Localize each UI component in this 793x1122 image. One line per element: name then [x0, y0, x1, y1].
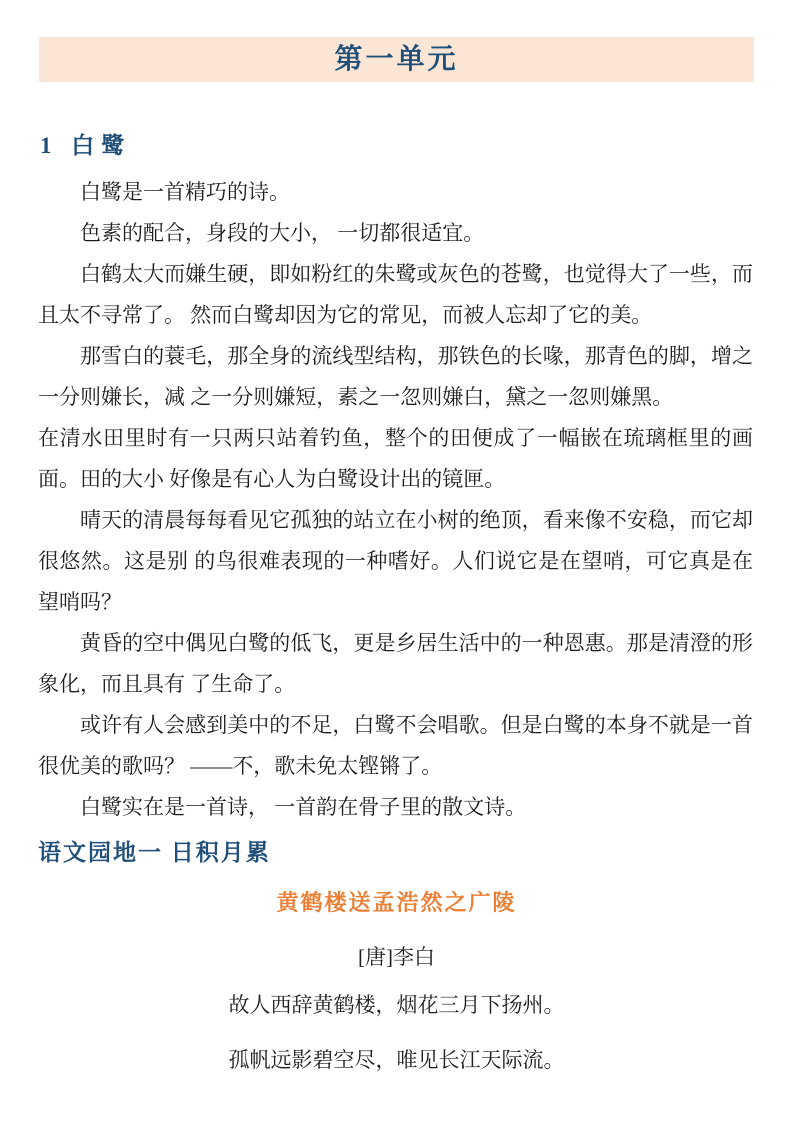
lesson-paragraph: 白鹭是一首精巧的诗。 — [80, 179, 290, 204]
lesson-paragraph: 晴天的清晨每每看见它孤独的站立在小树的绝顶，看来像不安稳，而它却很悠然。这是别 的鸟很难表现的一种嗜好。人们说它是在望哨，可它真是在望哨吗？ — [38, 507, 753, 614]
lesson-paragraphs — [38, 172, 753, 828]
lesson-paragraph: 那雪白的蓑毛，那全身的流线型结构，那铁色的长喙，那青色的脚，增之一分则嫌长，减 之一分则嫌短，素之一忽则嫌白，黛之一忽则嫌黑。 — [38, 343, 753, 409]
lesson-heading: 1 白鹭 — [40, 133, 132, 158]
lesson-paragraph: 黄昏的空中偶见白鹭的低飞，更是乡居生活中的一种恩惠。那是清澄的形象化，而且具有 了生命了。 — [38, 630, 753, 696]
unit-banner — [39, 37, 754, 82]
lesson-paragraph: 白鹤太大而嫌生硬，即如粉红的朱鹭或灰色的苍鹭，也觉得大了一些，而且太不寻常了。 然而白鹭却因为它的常见，而被人忘却了它的美。 — [38, 261, 753, 327]
poem-line: 孤帆远影碧空尽，唯见长江天际流。 — [228, 1048, 565, 1073]
poem-section — [40, 889, 753, 1081]
garden-heading: 语文园地一 日积月累 — [38, 839, 271, 865]
poem-author: [唐]李白 — [358, 945, 435, 970]
lesson-paragraph: 在清水田里时有一只两只站着钓鱼，整个的田便成了一幅嵌在琉璃框里的画面。田的大小 好像是有心人为白鹭设计出的镜匣。 — [38, 425, 753, 491]
poem-line: 故人西辞黄鹤楼，烟花三月下扬州。 — [228, 993, 565, 1018]
lesson-paragraph: 或许有人会感到美中的不足，白鹭不会唱歌。但是白鹭的本身不就是一首很优美的歌吗？ ——不，歌未免太铿锵了。 — [38, 712, 753, 778]
lesson-paragraph: 色素的配合，身段的大小， 一切都很适宜。 — [80, 220, 485, 245]
unit-banner-title: 第一单元 — [334, 43, 459, 75]
poem-title: 黄鹤楼送孟浩然之广陵 — [276, 890, 517, 916]
lesson-paragraph: 白鹭实在是一首诗， 一首韵在骨子里的散文诗。 — [80, 794, 527, 819]
poem-lines — [40, 986, 753, 1081]
